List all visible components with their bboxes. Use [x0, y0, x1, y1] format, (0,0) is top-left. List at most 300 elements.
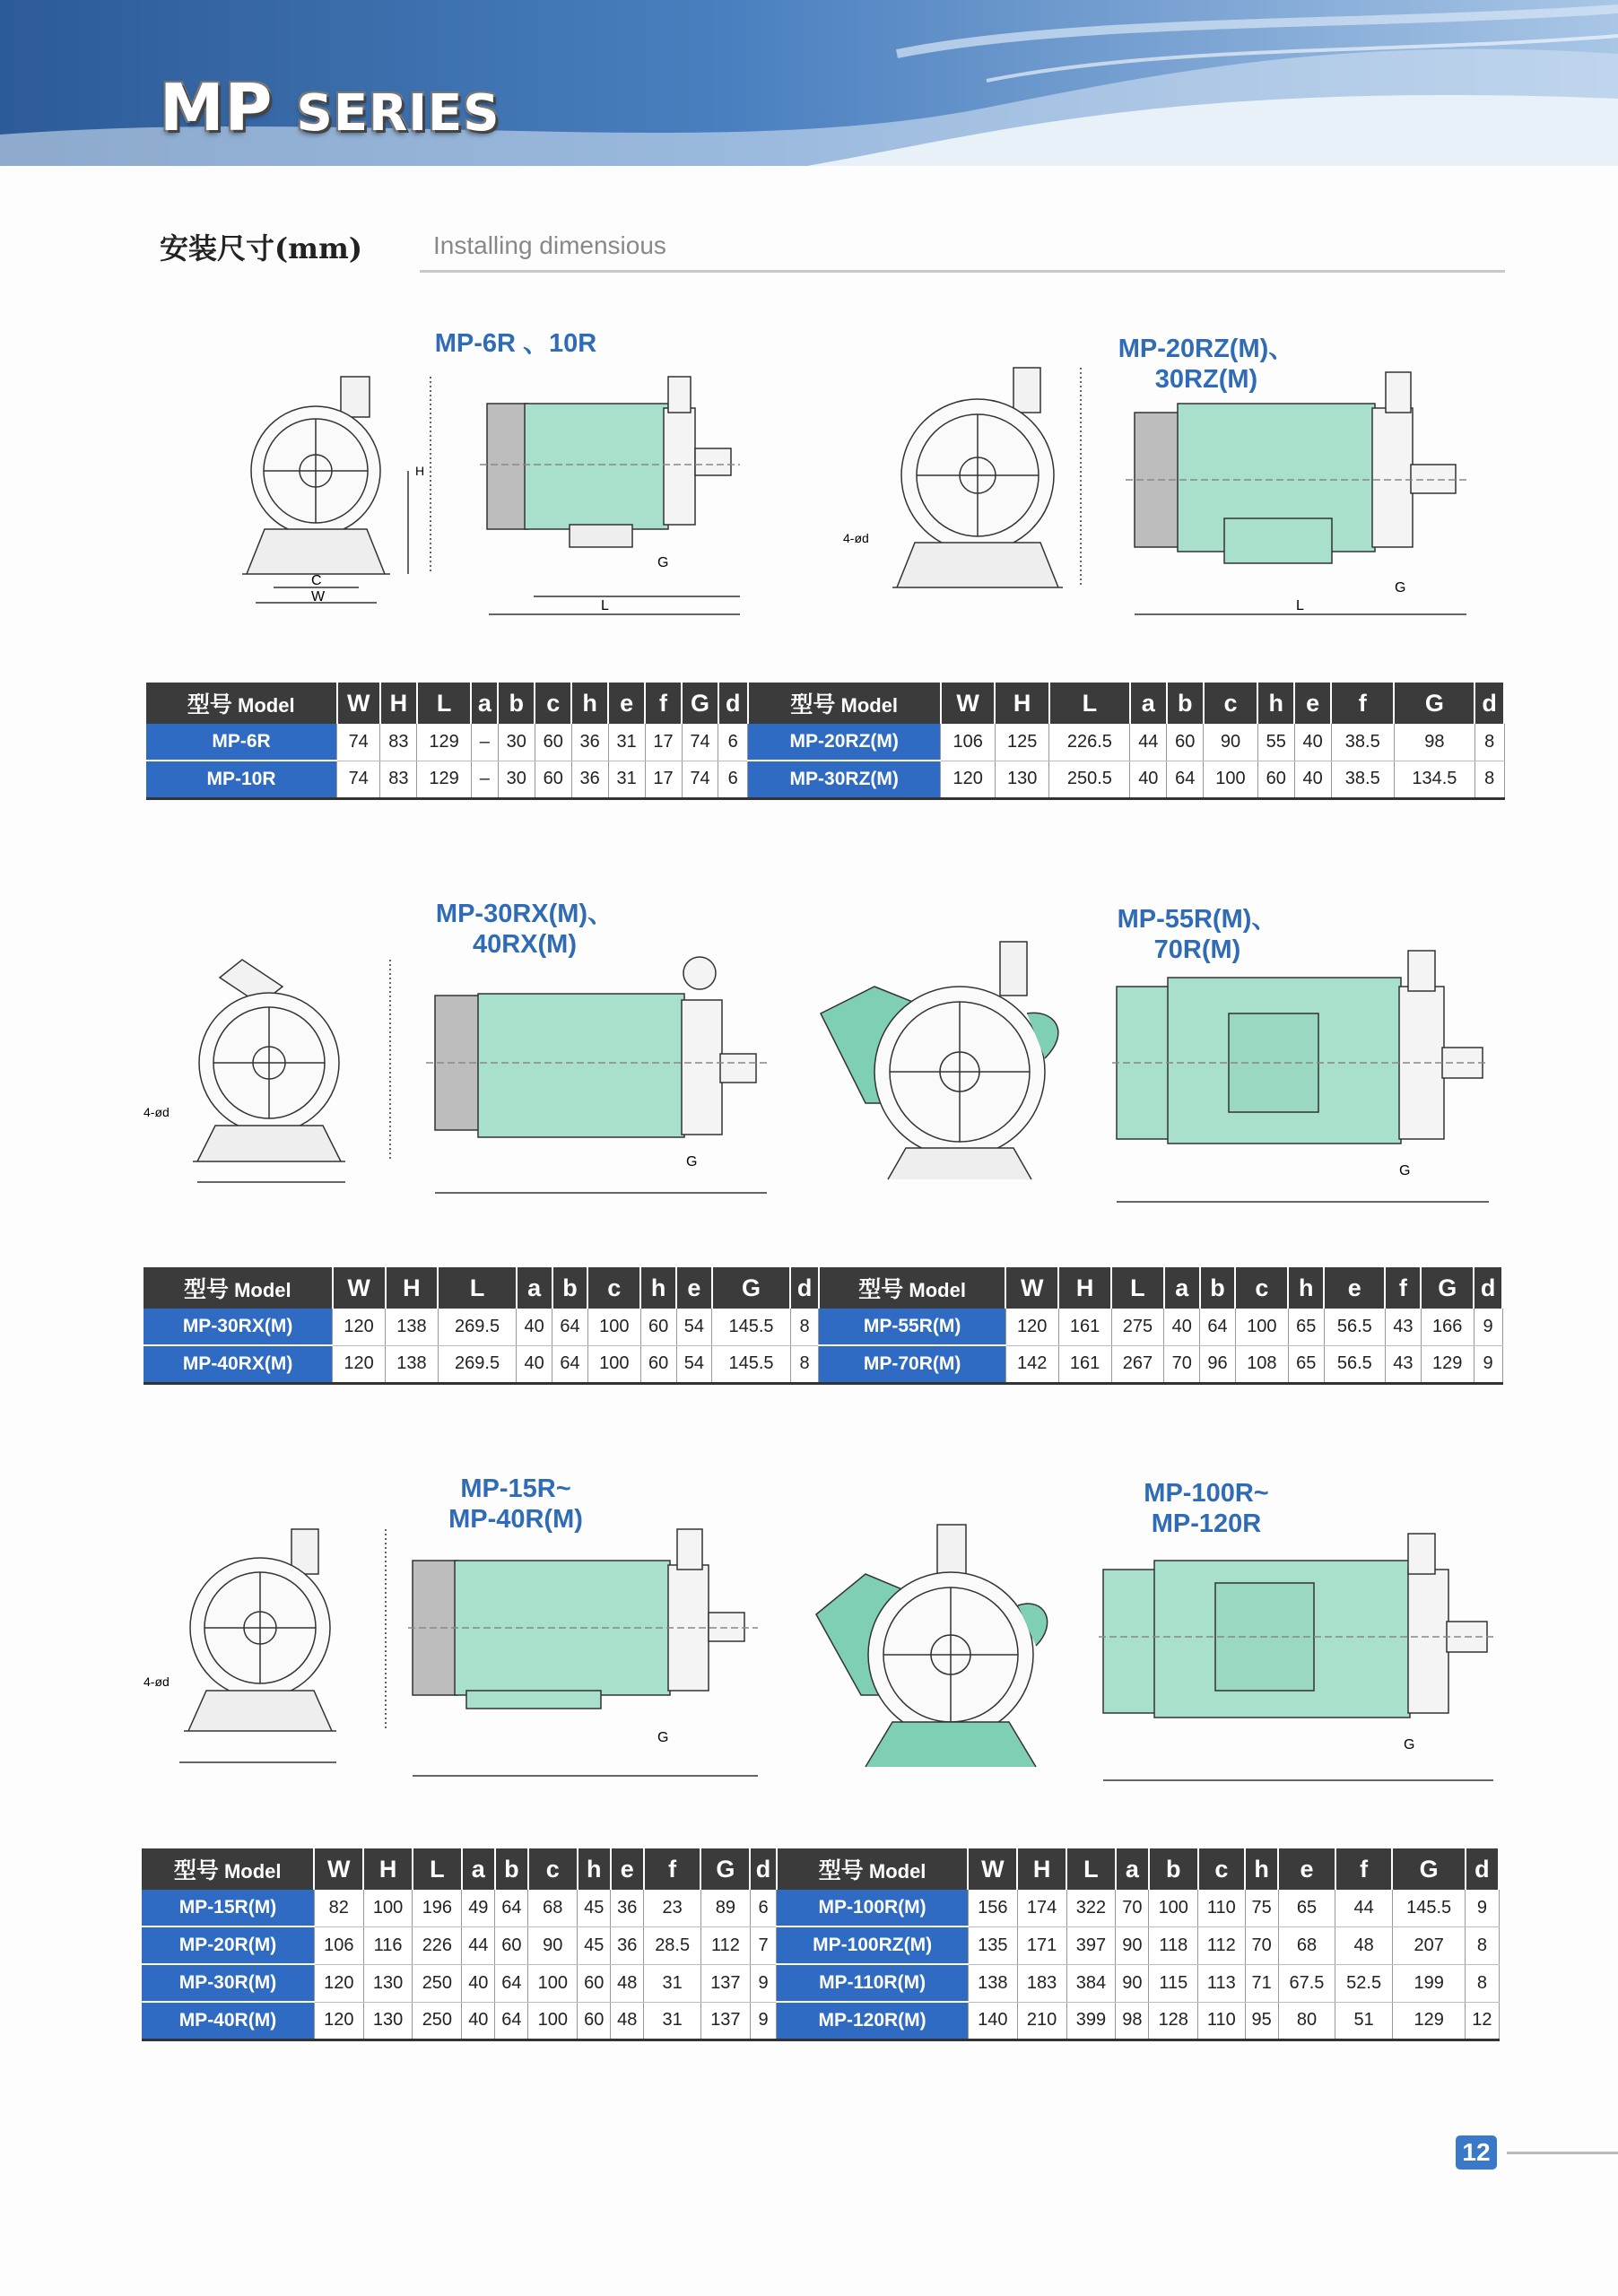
- model-label-mp-20rz-30rz: MP-20RZ(M)、 30RZ(M): [1118, 335, 1295, 394]
- column-header: L: [1066, 1848, 1116, 1890]
- column-header: h: [640, 1267, 676, 1309]
- column-header: d: [750, 1848, 776, 1890]
- value-cell: 100: [587, 1309, 640, 1345]
- value-cell: 90: [528, 1926, 578, 1964]
- table-row: [144, 1309, 1502, 1345]
- value-cell: 68: [528, 1890, 578, 1926]
- value-cell: 74: [337, 724, 380, 761]
- dim-g: G: [657, 1730, 669, 1745]
- value-cell: 161: [1058, 1345, 1111, 1384]
- column-header: H: [1058, 1267, 1111, 1309]
- dimension-table-1: [146, 683, 1505, 800]
- value-cell: 45: [578, 1890, 611, 1926]
- column-header: c: [1235, 1267, 1288, 1309]
- value-cell: 54: [676, 1345, 712, 1384]
- value-cell: 120: [941, 761, 996, 799]
- column-header: c: [1204, 683, 1258, 724]
- dim-g: G: [1404, 1737, 1415, 1752]
- pump-end-view-drawing: [144, 951, 404, 1184]
- model-header-cn: 型号: [187, 692, 232, 718]
- value-cell: 64: [495, 1890, 528, 1926]
- value-cell: 135: [968, 1926, 1017, 1964]
- model-cell: MP-20R(M): [142, 1926, 314, 1964]
- column-header: H: [380, 683, 417, 724]
- value-cell: 80: [1278, 2002, 1335, 2040]
- table-row: [142, 1964, 1499, 2002]
- value-cell: 55: [1257, 724, 1294, 761]
- value-cell: 70: [1116, 1890, 1149, 1926]
- value-cell: 51: [1335, 2002, 1393, 2040]
- value-cell: 9: [750, 1964, 776, 2002]
- value-cell: 36: [571, 724, 608, 761]
- value-cell: 90: [1204, 724, 1258, 761]
- value-cell: 9: [1474, 1309, 1502, 1345]
- value-cell: 183: [1017, 1964, 1066, 2002]
- value-cell: 49: [462, 1890, 495, 1926]
- model-header-cn: 型号: [818, 1858, 864, 1883]
- value-cell: 129: [417, 761, 472, 799]
- column-header: W: [337, 683, 380, 724]
- column-header: e: [1278, 1848, 1335, 1890]
- column-header: L: [1049, 683, 1130, 724]
- table-row: [142, 2002, 1499, 2040]
- column-header: G: [712, 1267, 790, 1309]
- series-title: MP SERIES: [160, 70, 500, 145]
- value-cell: 89: [700, 1890, 750, 1926]
- column-header: b: [495, 1848, 528, 1890]
- column-header: a: [471, 683, 498, 724]
- value-cell: 31: [644, 2002, 701, 2040]
- value-cell: 140: [968, 2002, 1017, 2040]
- pump-side-view-drawing: [1099, 1507, 1502, 1794]
- value-cell: –: [471, 761, 498, 799]
- value-cell: 129: [417, 724, 472, 761]
- value-cell: 64: [495, 2002, 528, 2040]
- value-cell: 56.5: [1324, 1309, 1385, 1345]
- value-cell: 30: [498, 761, 535, 799]
- value-cell: 74: [682, 724, 718, 761]
- value-cell: 125: [995, 724, 1049, 761]
- value-cell: 44: [1130, 724, 1167, 761]
- value-cell: 28.5: [644, 1926, 701, 1964]
- column-header: W: [968, 1848, 1017, 1890]
- column-header: L: [417, 683, 472, 724]
- value-cell: 142: [1005, 1345, 1058, 1384]
- section-title-en: Installing dimensious: [433, 231, 666, 259]
- value-cell: 399: [1066, 2002, 1116, 2040]
- model-label-mp-6r-10r: MP-6R 、10R: [434, 329, 597, 358]
- column-header: G: [1392, 1848, 1465, 1890]
- value-cell: 8: [790, 1309, 819, 1345]
- column-header: d: [1474, 1267, 1502, 1309]
- column-header: G: [1394, 683, 1474, 724]
- value-cell: 7: [750, 1926, 776, 1964]
- column-header: e: [676, 1267, 712, 1309]
- value-cell: 8: [1474, 724, 1504, 761]
- value-cell: 100: [1204, 761, 1258, 799]
- value-cell: 269.5: [438, 1309, 516, 1345]
- dim-4-d: 4-ød: [144, 1674, 170, 1689]
- value-cell: 40: [1294, 761, 1331, 799]
- pump-end-view-drawing: [144, 1507, 404, 1767]
- value-cell: 9: [1474, 1345, 1502, 1384]
- value-cell: 171: [1017, 1926, 1066, 1964]
- model-cell: MP-110R(M): [777, 1964, 969, 2002]
- dim-h: H: [415, 464, 425, 478]
- value-cell: 40: [1164, 1309, 1200, 1345]
- value-cell: 40: [517, 1345, 552, 1384]
- model-cell: MP-30RX(M): [144, 1309, 333, 1345]
- page-number: 12: [1456, 2135, 1497, 2170]
- value-cell: 112: [1198, 1926, 1245, 1964]
- value-cell: 67.5: [1278, 1964, 1335, 2002]
- value-cell: 207: [1392, 1926, 1465, 1964]
- value-cell: 40: [1294, 724, 1331, 761]
- value-cell: 120: [1005, 1309, 1058, 1345]
- dim-g: G: [686, 1154, 698, 1170]
- value-cell: 96: [1200, 1345, 1236, 1384]
- pump-end-view-drawing: [812, 924, 1099, 1193]
- value-cell: 36: [571, 761, 608, 799]
- pump-end-view-drawing: [229, 341, 453, 610]
- value-cell: 161: [1058, 1309, 1111, 1345]
- dimension-table-3: [142, 1848, 1500, 2041]
- value-cell: 226.5: [1049, 724, 1130, 761]
- model-label-mp-55r-70r: MP-55R(M)、 70R(M): [1117, 905, 1278, 964]
- dim-l: L: [601, 598, 609, 613]
- value-cell: 60: [578, 2002, 611, 2040]
- table-row: [144, 1345, 1502, 1384]
- table-header-row: [142, 1848, 1499, 1890]
- dim-c: C: [311, 573, 322, 588]
- value-cell: 120: [333, 1309, 386, 1345]
- model-header-en: Model: [218, 1860, 282, 1883]
- value-cell: 250: [413, 2002, 462, 2040]
- model-cell: MP-40RX(M): [144, 1345, 333, 1384]
- model-cell: MP-55R(M): [819, 1309, 1005, 1345]
- value-cell: 138: [386, 1309, 439, 1345]
- value-cell: 130: [363, 2002, 413, 2040]
- column-header: H: [995, 683, 1049, 724]
- value-cell: 9: [1466, 1890, 1499, 1926]
- model-header-en: Model: [835, 694, 899, 717]
- value-cell: 226: [413, 1926, 462, 1964]
- model-header-cn: 型号: [858, 1277, 904, 1302]
- value-cell: 8: [1466, 1926, 1499, 1964]
- value-cell: 130: [363, 1964, 413, 2002]
- pump-side-view-drawing: [1112, 942, 1498, 1211]
- column-header: b: [498, 683, 535, 724]
- value-cell: 196: [413, 1890, 462, 1926]
- model-header-cn: 型号: [173, 1858, 219, 1883]
- value-cell: 166: [1421, 1309, 1474, 1345]
- value-cell: 397: [1066, 1926, 1116, 1964]
- value-cell: 70: [1164, 1345, 1200, 1384]
- column-header: d: [790, 1267, 819, 1309]
- column-header: b: [1167, 683, 1204, 724]
- value-cell: 6: [750, 1890, 776, 1926]
- column-header: G: [1421, 1267, 1474, 1309]
- value-cell: 120: [333, 1345, 386, 1384]
- value-cell: 60: [495, 1926, 528, 1964]
- value-cell: 65: [1288, 1309, 1324, 1345]
- value-cell: 31: [644, 1964, 701, 2002]
- value-cell: 100: [1149, 1890, 1198, 1926]
- model-header-right: [777, 1848, 969, 1890]
- column-header: e: [1324, 1267, 1385, 1309]
- value-cell: 145.5: [1392, 1890, 1465, 1926]
- column-header: e: [611, 1848, 644, 1890]
- value-cell: 267: [1111, 1345, 1164, 1384]
- value-cell: 100: [528, 2002, 578, 2040]
- value-cell: 115: [1149, 1964, 1198, 2002]
- value-cell: 60: [578, 1964, 611, 2002]
- table-row: [146, 724, 1504, 761]
- column-header: H: [1017, 1848, 1066, 1890]
- value-cell: 137: [700, 2002, 750, 2040]
- model-header-en: Model: [903, 1279, 966, 1301]
- value-cell: 250.5: [1049, 761, 1130, 799]
- model-cell: MP-30RZ(M): [748, 761, 941, 799]
- model-cell: MP-120R(M): [777, 2002, 969, 2040]
- page-number-rule: [1507, 2152, 1618, 2154]
- value-cell: 199: [1392, 1964, 1465, 2002]
- column-header: G: [700, 1848, 750, 1890]
- column-header: L: [1111, 1267, 1164, 1309]
- value-cell: 128: [1149, 2002, 1198, 2040]
- column-header: h: [1257, 683, 1294, 724]
- value-cell: 83: [380, 724, 417, 761]
- value-cell: 31: [608, 724, 645, 761]
- column-header: W: [314, 1848, 363, 1890]
- dim-g: G: [1395, 580, 1406, 596]
- model-cell: MP-20RZ(M): [748, 724, 941, 761]
- value-cell: 156: [968, 1890, 1017, 1926]
- value-cell: 64: [552, 1345, 588, 1384]
- value-cell: 106: [314, 1926, 363, 1964]
- value-cell: 36: [611, 1926, 644, 1964]
- value-cell: 250: [413, 1964, 462, 2002]
- value-cell: 138: [968, 1964, 1017, 2002]
- model-header-en: Model: [863, 1860, 926, 1883]
- value-cell: 120: [314, 1964, 363, 2002]
- value-cell: 8: [1474, 761, 1504, 799]
- value-cell: 322: [1066, 1890, 1116, 1926]
- value-cell: 64: [552, 1309, 588, 1345]
- section-title-cn: 安装尺寸(mm): [160, 231, 363, 265]
- column-header: f: [645, 683, 682, 724]
- value-cell: 98: [1394, 724, 1474, 761]
- value-cell: 174: [1017, 1890, 1066, 1926]
- value-cell: 100: [363, 1890, 413, 1926]
- value-cell: 17: [645, 724, 682, 761]
- model-label-mp-15r-40r: MP-15R~ MP-40R(M): [448, 1474, 583, 1534]
- value-cell: 130: [995, 761, 1049, 799]
- value-cell: 74: [682, 761, 718, 799]
- value-cell: 17: [645, 761, 682, 799]
- column-header: b: [1200, 1267, 1236, 1309]
- value-cell: 64: [495, 1964, 528, 2002]
- pump-end-view-drawing: [843, 341, 1094, 610]
- value-cell: 70: [1245, 1926, 1278, 1964]
- value-cell: 60: [1167, 724, 1204, 761]
- value-cell: 6: [718, 761, 748, 799]
- value-cell: 9: [750, 2002, 776, 2040]
- value-cell: 36: [611, 1890, 644, 1926]
- column-header: f: [1385, 1267, 1421, 1309]
- dim-g: G: [1399, 1163, 1411, 1178]
- column-header: a: [1164, 1267, 1200, 1309]
- column-header: L: [413, 1848, 462, 1890]
- value-cell: 110: [1198, 2002, 1245, 2040]
- value-cell: 75: [1245, 1890, 1278, 1926]
- value-cell: 71: [1245, 1964, 1278, 2002]
- value-cell: 106: [941, 724, 996, 761]
- dim-4-d: 4-ød: [144, 1105, 170, 1119]
- model-cell: MP-40R(M): [142, 2002, 314, 2040]
- model-header-left: [144, 1267, 333, 1309]
- value-cell: 100: [587, 1345, 640, 1384]
- value-cell: 60: [535, 724, 571, 761]
- value-cell: 82: [314, 1890, 363, 1926]
- value-cell: 65: [1288, 1345, 1324, 1384]
- value-cell: 12: [1466, 2002, 1499, 2040]
- value-cell: 64: [1167, 761, 1204, 799]
- model-cell: MP-70R(M): [819, 1345, 1005, 1384]
- value-cell: 60: [1257, 761, 1294, 799]
- model-header-right: [748, 683, 941, 724]
- value-cell: 60: [640, 1345, 676, 1384]
- table-row: [142, 1926, 1499, 1964]
- value-cell: 275: [1111, 1309, 1164, 1345]
- model-cell: MP-10R: [146, 761, 337, 799]
- value-cell: 145.5: [712, 1345, 790, 1384]
- value-cell: 129: [1392, 2002, 1465, 2040]
- value-cell: 138: [386, 1345, 439, 1384]
- column-header: h: [578, 1848, 611, 1890]
- column-header: h: [571, 683, 608, 724]
- pump-side-view-drawing: [1126, 359, 1484, 628]
- model-header-en: Model: [231, 694, 295, 717]
- model-cell: MP-6R: [146, 724, 337, 761]
- column-header: W: [1005, 1267, 1058, 1309]
- value-cell: 8: [1466, 1964, 1499, 2002]
- model-label-mp-30rx-40rx: MP-30RX(M)、 40RX(M): [435, 900, 614, 959]
- model-label-mp-100r-120r: MP-100R~ MP-120R: [1144, 1479, 1269, 1538]
- column-header: a: [462, 1848, 495, 1890]
- section-rule: [420, 270, 1505, 273]
- value-cell: 113: [1198, 1964, 1245, 2002]
- column-header: h: [1245, 1848, 1278, 1890]
- column-header: f: [644, 1848, 701, 1890]
- value-cell: 129: [1421, 1345, 1474, 1384]
- value-cell: 44: [1335, 1890, 1393, 1926]
- column-header: d: [718, 683, 748, 724]
- column-header: W: [333, 1267, 386, 1309]
- dimension-table-2: [144, 1267, 1503, 1385]
- model-header-left: [142, 1848, 314, 1890]
- value-cell: 8: [790, 1345, 819, 1384]
- value-cell: 48: [611, 1964, 644, 2002]
- model-header-cn: 型号: [183, 1277, 229, 1302]
- value-cell: 6: [718, 724, 748, 761]
- value-cell: 40: [462, 2002, 495, 2040]
- table-row: [146, 761, 1504, 799]
- column-header: G: [682, 683, 718, 724]
- value-cell: 64: [1200, 1309, 1236, 1345]
- value-cell: 43: [1385, 1345, 1421, 1384]
- value-cell: 43: [1385, 1309, 1421, 1345]
- table-row: [142, 1890, 1499, 1926]
- dim-l: L: [1296, 598, 1304, 613]
- column-header: a: [1130, 683, 1167, 724]
- value-cell: 83: [380, 761, 417, 799]
- column-header: H: [386, 1267, 439, 1309]
- value-cell: 116: [363, 1926, 413, 1964]
- dim-4-d: 4-ød: [843, 531, 869, 545]
- value-cell: 65: [1278, 1890, 1335, 1926]
- value-cell: 68: [1278, 1926, 1335, 1964]
- value-cell: 145.5: [712, 1309, 790, 1345]
- value-cell: 120: [314, 2002, 363, 2040]
- dim-w: W: [311, 589, 326, 604]
- value-cell: 40: [462, 1964, 495, 2002]
- value-cell: 100: [528, 1964, 578, 2002]
- value-cell: 100: [1235, 1309, 1288, 1345]
- value-cell: 269.5: [438, 1345, 516, 1384]
- pump-end-view-drawing: [812, 1507, 1099, 1785]
- column-header: b: [552, 1267, 588, 1309]
- column-header: f: [1331, 683, 1394, 724]
- column-header: c: [535, 683, 571, 724]
- column-header: e: [1294, 683, 1331, 724]
- column-header: a: [517, 1267, 552, 1309]
- value-cell: 44: [462, 1926, 495, 1964]
- value-cell: 38.5: [1331, 724, 1394, 761]
- column-header: d: [1474, 683, 1504, 724]
- value-cell: 52.5: [1335, 1964, 1393, 2002]
- value-cell: 112: [700, 1926, 750, 1964]
- value-cell: 137: [700, 1964, 750, 2002]
- section-heading: [160, 224, 1505, 276]
- model-cell: MP-100RZ(M): [777, 1926, 969, 1964]
- value-cell: 110: [1198, 1890, 1245, 1926]
- value-cell: 38.5: [1331, 761, 1394, 799]
- table-header-row: [144, 1267, 1502, 1309]
- pump-side-view-drawing: [480, 341, 749, 628]
- pump-side-view-drawing: [426, 951, 785, 1202]
- value-cell: 118: [1149, 1926, 1198, 1964]
- model-header-left: [146, 683, 337, 724]
- value-cell: 60: [535, 761, 571, 799]
- pump-side-view-drawing: [408, 1507, 776, 1785]
- value-cell: 134.5: [1394, 761, 1474, 799]
- dim-g: G: [657, 555, 669, 570]
- value-cell: 60: [640, 1309, 676, 1345]
- model-cell: MP-100R(M): [777, 1890, 969, 1926]
- value-cell: 74: [337, 761, 380, 799]
- value-cell: 56.5: [1324, 1345, 1385, 1384]
- column-header: b: [1149, 1848, 1198, 1890]
- table-header-row: [146, 683, 1504, 724]
- column-header: a: [1116, 1848, 1149, 1890]
- value-cell: 45: [578, 1926, 611, 1964]
- value-cell: 48: [1335, 1926, 1393, 1964]
- column-header: c: [587, 1267, 640, 1309]
- column-header: c: [528, 1848, 578, 1890]
- value-cell: 90: [1116, 1964, 1149, 2002]
- value-cell: 30: [498, 724, 535, 761]
